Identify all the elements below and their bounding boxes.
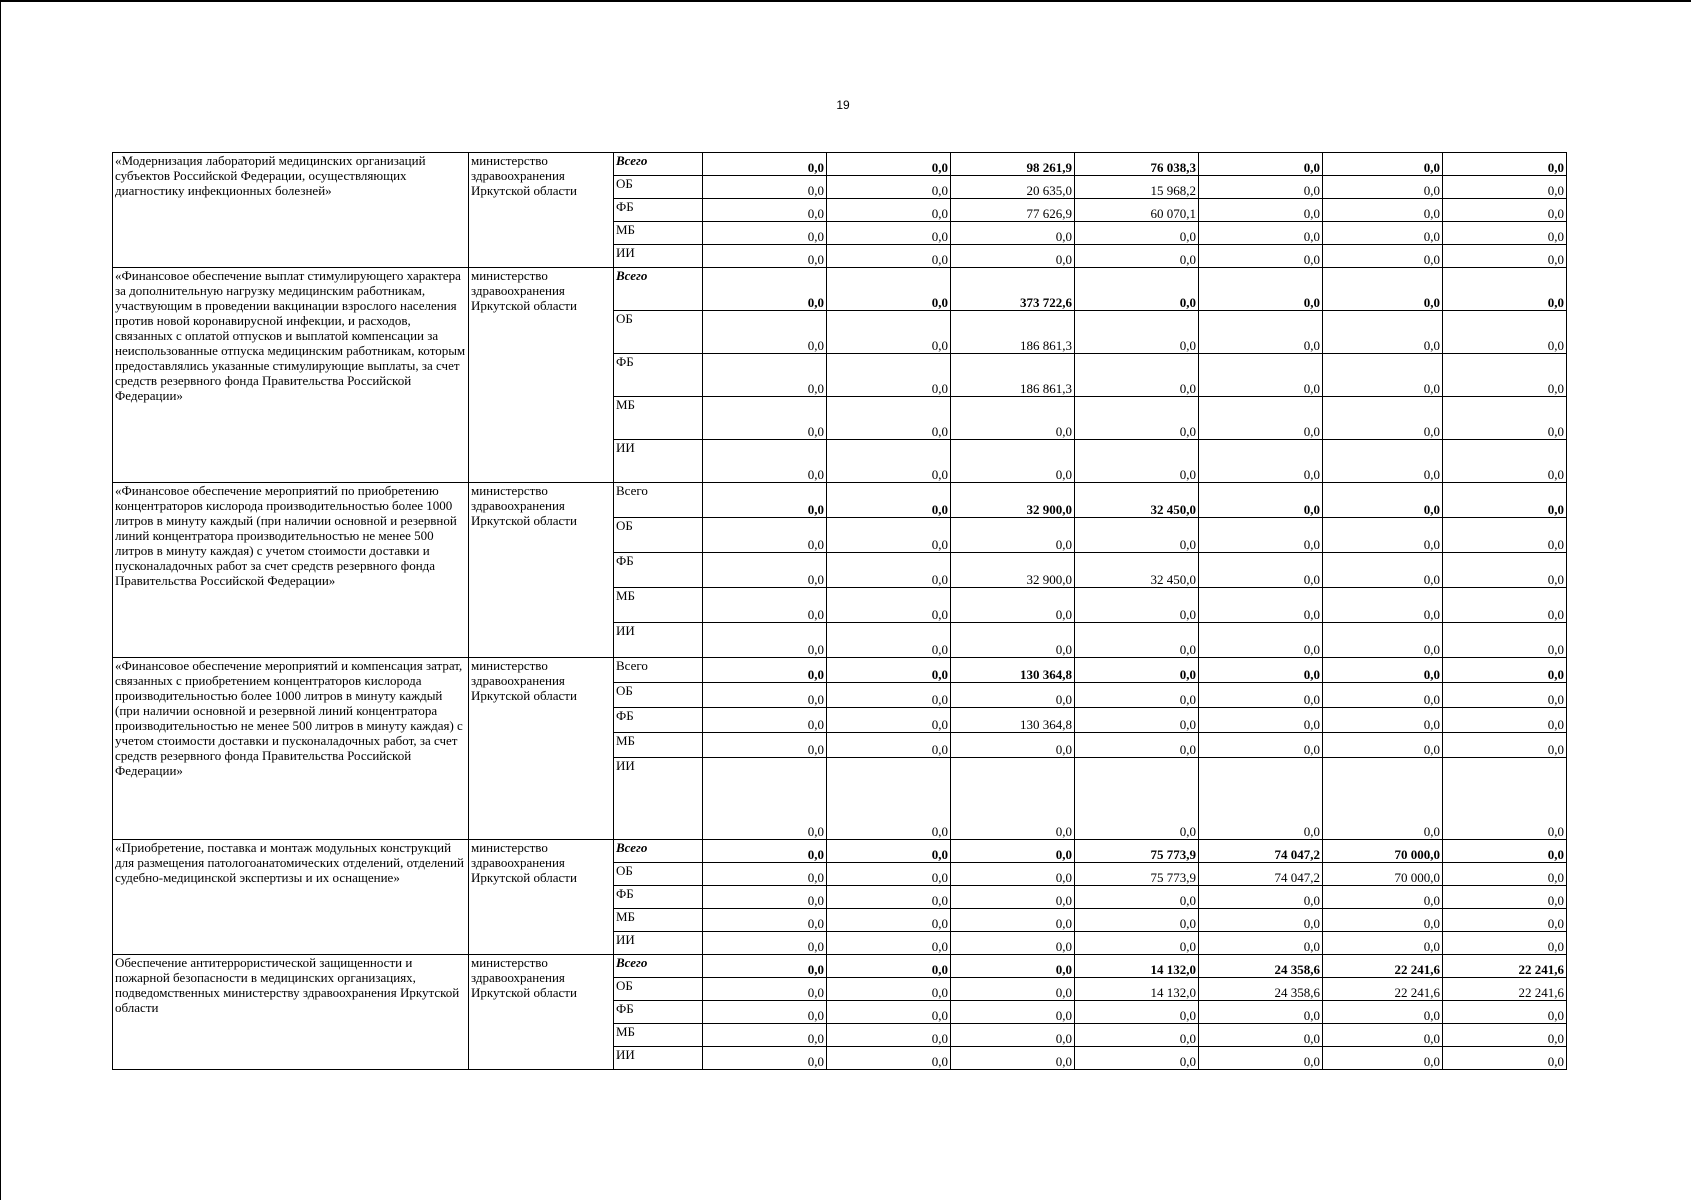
amount-cell: 0,0	[1443, 176, 1567, 199]
table-row	[113, 153, 1567, 176]
activity-title: «Приобретение, поставка и монтаж модульных конструкций для размещения патологоанатомических отделений, отделений судебно-медицинской экспертизы и их оснащение»	[113, 840, 469, 955]
amount-cell: 0,0	[827, 1024, 951, 1047]
amount-cell: 0,0	[827, 733, 951, 758]
amount-cell: 15 968,2	[1075, 176, 1199, 199]
amount-cell: 0,0	[1323, 354, 1443, 397]
amount-cell: 0,0	[703, 268, 827, 311]
amount-cell: 0,0	[827, 588, 951, 623]
funding-source: ФБ	[614, 1001, 703, 1024]
amount-cell: 0,0	[951, 932, 1075, 955]
amount-cell: 0,0	[703, 840, 827, 863]
table-row	[113, 840, 1567, 863]
amount-cell: 0,0	[1323, 932, 1443, 955]
amount-cell: 0,0	[951, 623, 1075, 658]
amount-cell: 0,0	[1443, 909, 1567, 932]
funding-source: МБ	[614, 1024, 703, 1047]
amount-cell: 24 358,6	[1199, 955, 1323, 978]
amount-cell: 0,0	[1199, 222, 1323, 245]
amount-cell: 0,0	[827, 176, 951, 199]
amount-cell: 0,0	[1075, 733, 1199, 758]
amount-cell: 0,0	[951, 1047, 1075, 1070]
amount-cell: 0,0	[951, 1024, 1075, 1047]
amount-cell: 0,0	[1443, 886, 1567, 909]
funding-source: МБ	[614, 909, 703, 932]
amount-cell: 0,0	[1199, 1001, 1323, 1024]
activity-title: «Финансовое обеспечение мероприятий по приобретению концентраторов кислорода производительностью более 1000 литров в минуту каждый (при наличии основной и резервной линий концентратора производительностью не менее 500 литров в минуту каждая) с учетом стоимости доставки и пусконаладочных работ за счет средств резервного фонда Правительства Российской Федерации»	[113, 483, 469, 658]
amount-cell: 0,0	[1075, 222, 1199, 245]
amount-cell: 0,0	[1075, 245, 1199, 268]
amount-cell: 0,0	[1323, 397, 1443, 440]
amount-cell: 0,0	[1323, 909, 1443, 932]
table-row	[113, 268, 1567, 311]
amount-cell: 32 900,0	[951, 553, 1075, 588]
amount-cell: 0,0	[1075, 518, 1199, 553]
amount-cell: 0,0	[827, 153, 951, 176]
amount-cell: 0,0	[951, 863, 1075, 886]
amount-cell: 0,0	[1199, 588, 1323, 623]
amount-cell: 0,0	[1443, 623, 1567, 658]
amount-cell: 0,0	[703, 153, 827, 176]
amount-cell: 0,0	[1075, 588, 1199, 623]
amount-cell: 0,0	[951, 909, 1075, 932]
amount-cell: 0,0	[951, 245, 1075, 268]
amount-cell: 0,0	[1443, 1047, 1567, 1070]
amount-cell: 0,0	[1443, 840, 1567, 863]
amount-cell: 0,0	[1199, 268, 1323, 311]
amount-cell: 0,0	[827, 978, 951, 1001]
amount-cell: 0,0	[951, 440, 1075, 483]
amount-cell: 74 047,2	[1199, 840, 1323, 863]
amount-cell: 0,0	[1199, 886, 1323, 909]
funding-source: ИИ	[614, 440, 703, 483]
amount-cell: 0,0	[827, 268, 951, 311]
amount-cell: 0,0	[951, 518, 1075, 553]
amount-cell: 0,0	[951, 588, 1075, 623]
funding-source: ФБ	[614, 886, 703, 909]
amount-cell: 0,0	[703, 588, 827, 623]
amount-cell: 0,0	[1323, 222, 1443, 245]
amount-cell: 0,0	[1075, 932, 1199, 955]
funding-source: МБ	[614, 733, 703, 758]
amount-cell: 0,0	[1075, 1047, 1199, 1070]
amount-cell: 0,0	[1323, 199, 1443, 222]
amount-cell: 70 000,0	[1323, 863, 1443, 886]
amount-cell: 0,0	[1075, 758, 1199, 840]
funding-source: ИИ	[614, 758, 703, 840]
amount-cell: 0,0	[1199, 397, 1323, 440]
amount-cell: 0,0	[1075, 886, 1199, 909]
amount-cell: 0,0	[1199, 553, 1323, 588]
amount-cell: 0,0	[827, 683, 951, 708]
amount-cell: 0,0	[827, 518, 951, 553]
amount-cell: 0,0	[1443, 354, 1567, 397]
amount-cell: 0,0	[827, 840, 951, 863]
amount-cell: 186 861,3	[951, 354, 1075, 397]
amount-cell: 0,0	[703, 1001, 827, 1024]
amount-cell: 0,0	[827, 553, 951, 588]
amount-cell: 0,0	[1443, 199, 1567, 222]
amount-cell: 0,0	[1323, 1047, 1443, 1070]
amount-cell: 0,0	[1443, 311, 1567, 354]
funding-source: ИИ	[614, 623, 703, 658]
amount-cell: 75 773,9	[1075, 840, 1199, 863]
amount-cell: 0,0	[703, 397, 827, 440]
amount-cell: 32 900,0	[951, 483, 1075, 518]
activity-title: «Модернизация лабораторий медицинских организаций субъектов Российской Федерации, осуществляющих диагностику инфекционных болезней»	[113, 153, 469, 268]
amount-cell: 0,0	[703, 245, 827, 268]
budget-table	[112, 152, 1567, 1070]
amount-cell: 0,0	[1323, 623, 1443, 658]
funding-source: ФБ	[614, 708, 703, 733]
funding-source: Всего	[614, 658, 703, 683]
amount-cell: 0,0	[1323, 758, 1443, 840]
amount-cell: 0,0	[703, 733, 827, 758]
responsible-executor: министерство здравоохранения Иркутской области	[469, 840, 614, 955]
amount-cell: 0,0	[1323, 658, 1443, 683]
amount-cell: 0,0	[1323, 1024, 1443, 1047]
amount-cell: 0,0	[1323, 708, 1443, 733]
table-row	[113, 483, 1567, 518]
amount-cell: 0,0	[827, 440, 951, 483]
amount-cell: 70 000,0	[1323, 840, 1443, 863]
funding-source: Всего	[614, 268, 703, 311]
amount-cell: 0,0	[1075, 623, 1199, 658]
amount-cell: 0,0	[1323, 553, 1443, 588]
amount-cell: 0,0	[1443, 863, 1567, 886]
amount-cell: 0,0	[703, 483, 827, 518]
amount-cell: 0,0	[827, 863, 951, 886]
amount-cell: 0,0	[1199, 518, 1323, 553]
amount-cell: 0,0	[703, 518, 827, 553]
amount-cell: 0,0	[1443, 708, 1567, 733]
amount-cell: 0,0	[827, 758, 951, 840]
amount-cell: 0,0	[703, 758, 827, 840]
amount-cell: 0,0	[951, 683, 1075, 708]
amount-cell: 0,0	[951, 886, 1075, 909]
amount-cell: 0,0	[951, 733, 1075, 758]
amount-cell: 32 450,0	[1075, 483, 1199, 518]
funding-source: Всего	[614, 840, 703, 863]
funding-source: ИИ	[614, 245, 703, 268]
amount-cell: 0,0	[1075, 268, 1199, 311]
amount-cell: 0,0	[1443, 932, 1567, 955]
activity-title: «Финансовое обеспечение выплат стимулирующего характера за дополнительную нагрузку медицинским работникам, участвующим в проведении вакцинации взрослого населения против новой коронавирусной инфекции, и расходов, связанных с оплатой отпусков и выплатой компенсации за неиспользованные отпуска медицинским работникам, которым предоставлялись указанные стимулирующие выплаты, за счет средств резервного фонда Правительства Российской Федерации»	[113, 268, 469, 483]
amount-cell: 0,0	[703, 955, 827, 978]
amount-cell: 0,0	[951, 955, 1075, 978]
amount-cell: 0,0	[1443, 588, 1567, 623]
amount-cell: 0,0	[1443, 553, 1567, 588]
amount-cell: 0,0	[703, 1047, 827, 1070]
amount-cell: 0,0	[1443, 153, 1567, 176]
amount-cell: 0,0	[703, 440, 827, 483]
funding-source: Всего	[614, 153, 703, 176]
amount-cell: 14 132,0	[1075, 955, 1199, 978]
amount-cell: 74 047,2	[1199, 863, 1323, 886]
amount-cell: 0,0	[1199, 683, 1323, 708]
amount-cell: 0,0	[1075, 909, 1199, 932]
amount-cell: 0,0	[703, 886, 827, 909]
amount-cell: 0,0	[1075, 354, 1199, 397]
amount-cell: 130 364,8	[951, 658, 1075, 683]
amount-cell: 0,0	[827, 886, 951, 909]
amount-cell: 0,0	[1443, 222, 1567, 245]
amount-cell: 0,0	[1075, 683, 1199, 708]
funding-source: ФБ	[614, 354, 703, 397]
amount-cell: 0,0	[1443, 397, 1567, 440]
amount-cell: 0,0	[1075, 708, 1199, 733]
amount-cell: 0,0	[1075, 1001, 1199, 1024]
amount-cell: 373 722,6	[951, 268, 1075, 311]
amount-cell: 32 450,0	[1075, 553, 1199, 588]
amount-cell: 0,0	[1323, 518, 1443, 553]
amount-cell: 0,0	[1199, 245, 1323, 268]
amount-cell: 0,0	[951, 222, 1075, 245]
amount-cell: 0,0	[1323, 886, 1443, 909]
amount-cell: 0,0	[703, 1024, 827, 1047]
amount-cell: 0,0	[827, 1001, 951, 1024]
amount-cell: 0,0	[827, 909, 951, 932]
amount-cell: 0,0	[1443, 518, 1567, 553]
amount-cell: 0,0	[827, 1047, 951, 1070]
funding-source: ОБ	[614, 683, 703, 708]
amount-cell: 0,0	[1323, 1001, 1443, 1024]
amount-cell: 0,0	[827, 222, 951, 245]
funding-source: ОБ	[614, 176, 703, 199]
amount-cell: 0,0	[1199, 153, 1323, 176]
amount-cell: 0,0	[1323, 268, 1443, 311]
responsible-executor: министерство здравоохранения Иркутской области	[469, 268, 614, 483]
amount-cell: 0,0	[1443, 758, 1567, 840]
amount-cell: 0,0	[703, 311, 827, 354]
responsible-executor: министерство здравоохранения Иркутской области	[469, 153, 614, 268]
amount-cell: 0,0	[1443, 733, 1567, 758]
amount-cell: 0,0	[827, 245, 951, 268]
responsible-executor: министерство здравоохранения Иркутской области	[469, 483, 614, 658]
amount-cell: 0,0	[1199, 440, 1323, 483]
page-number: 19	[836, 98, 850, 112]
amount-cell: 0,0	[827, 658, 951, 683]
amount-cell: 0,0	[1443, 1001, 1567, 1024]
amount-cell: 0,0	[1199, 1024, 1323, 1047]
amount-cell: 76 038,3	[1075, 153, 1199, 176]
amount-cell: 0,0	[951, 840, 1075, 863]
amount-cell: 0,0	[1199, 311, 1323, 354]
amount-cell: 0,0	[1199, 932, 1323, 955]
amount-cell: 0,0	[827, 932, 951, 955]
responsible-executor: министерство здравоохранения Иркутской области	[469, 658, 614, 840]
amount-cell: 0,0	[1323, 440, 1443, 483]
amount-cell: 0,0	[703, 623, 827, 658]
amount-cell: 0,0	[1443, 440, 1567, 483]
funding-source: МБ	[614, 397, 703, 440]
amount-cell: 0,0	[1443, 658, 1567, 683]
amount-cell: 186 861,3	[951, 311, 1075, 354]
amount-cell: 130 364,8	[951, 708, 1075, 733]
responsible-executor: министерство здравоохранения Иркутской области	[469, 955, 614, 1070]
amount-cell: 60 070,1	[1075, 199, 1199, 222]
amount-cell: 0,0	[703, 683, 827, 708]
amount-cell: 0,0	[827, 708, 951, 733]
amount-cell: 0,0	[1075, 658, 1199, 683]
amount-cell: 0,0	[827, 311, 951, 354]
amount-cell: 0,0	[951, 1001, 1075, 1024]
amount-cell: 0,0	[1443, 268, 1567, 311]
funding-source: ИИ	[614, 932, 703, 955]
amount-cell: 0,0	[1323, 733, 1443, 758]
amount-cell: 0,0	[1323, 245, 1443, 268]
amount-cell: 0,0	[1075, 440, 1199, 483]
amount-cell: 0,0	[703, 222, 827, 245]
amount-cell: 0,0	[951, 978, 1075, 1001]
amount-cell: 0,0	[703, 708, 827, 733]
amount-cell: 0,0	[1323, 588, 1443, 623]
amount-cell: 98 261,9	[951, 153, 1075, 176]
amount-cell: 22 241,6	[1323, 955, 1443, 978]
amount-cell: 0,0	[1199, 623, 1323, 658]
amount-cell: 0,0	[827, 483, 951, 518]
amount-cell: 0,0	[1323, 683, 1443, 708]
amount-cell: 0,0	[1075, 1024, 1199, 1047]
amount-cell: 0,0	[703, 909, 827, 932]
amount-cell: 0,0	[951, 758, 1075, 840]
amount-cell: 0,0	[703, 199, 827, 222]
amount-cell: 0,0	[1199, 199, 1323, 222]
funding-source: МБ	[614, 222, 703, 245]
amount-cell: 0,0	[827, 955, 951, 978]
amount-cell: 22 241,6	[1323, 978, 1443, 1001]
amount-cell: 0,0	[827, 397, 951, 440]
amount-cell: 14 132,0	[1075, 978, 1199, 1001]
amount-cell: 0,0	[1199, 733, 1323, 758]
amount-cell: 0,0	[703, 553, 827, 588]
funding-source: ОБ	[614, 311, 703, 354]
amount-cell: 0,0	[1075, 311, 1199, 354]
amount-cell: 0,0	[1075, 397, 1199, 440]
amount-cell: 0,0	[827, 199, 951, 222]
amount-cell: 0,0	[1323, 311, 1443, 354]
activity-title: «Финансовое обеспечение мероприятий и компенсация затрат, связанных с приобретением концентраторов кислорода производительностью более 1000 литров в минуту каждый (при наличии основной и резервной линий концентратора производительностью не менее 500 литров в минуту каждая) с учетом стоимости доставки и пусконаладочных работ, за счет средств резервного фонда Правительства Российской Федерации»	[113, 658, 469, 840]
funding-source: Всего	[614, 483, 703, 518]
amount-cell: 0,0	[827, 354, 951, 397]
funding-source: ОБ	[614, 518, 703, 553]
amount-cell: 0,0	[1199, 758, 1323, 840]
amount-cell: 0,0	[703, 176, 827, 199]
amount-cell: 22 241,6	[1443, 955, 1567, 978]
funding-source: ФБ	[614, 553, 703, 588]
funding-source: МБ	[614, 588, 703, 623]
amount-cell: 75 773,9	[1075, 863, 1199, 886]
activity-title: Обеспечение антитеррористической защищенности и пожарной безопасности в медицинских организациях, подведомственных министерству здравоохранения Иркутской области	[113, 955, 469, 1070]
amount-cell: 0,0	[1199, 1047, 1323, 1070]
amount-cell: 0,0	[1199, 354, 1323, 397]
amount-cell: 24 358,6	[1199, 978, 1323, 1001]
amount-cell: 0,0	[703, 863, 827, 886]
funding-source: Всего	[614, 955, 703, 978]
amount-cell: 0,0	[1443, 245, 1567, 268]
amount-cell: 22 241,6	[1443, 978, 1567, 1001]
amount-cell: 0,0	[1323, 176, 1443, 199]
amount-cell: 0,0	[1323, 153, 1443, 176]
amount-cell: 0,0	[1199, 176, 1323, 199]
amount-cell: 0,0	[1199, 658, 1323, 683]
amount-cell: 0,0	[1323, 483, 1443, 518]
amount-cell: 77 626,9	[951, 199, 1075, 222]
amount-cell: 0,0	[703, 932, 827, 955]
amount-cell: 0,0	[1443, 683, 1567, 708]
amount-cell: 0,0	[1443, 483, 1567, 518]
amount-cell: 0,0	[951, 397, 1075, 440]
amount-cell: 0,0	[827, 623, 951, 658]
funding-source: ИИ	[614, 1047, 703, 1070]
amount-cell: 0,0	[1199, 483, 1323, 518]
table-body	[113, 153, 1567, 1070]
amount-cell: 0,0	[1199, 708, 1323, 733]
funding-source: ФБ	[614, 199, 703, 222]
funding-source: ОБ	[614, 978, 703, 1001]
amount-cell: 0,0	[703, 978, 827, 1001]
amount-cell: 0,0	[703, 354, 827, 397]
amount-cell: 20 635,0	[951, 176, 1075, 199]
funding-source: ОБ	[614, 863, 703, 886]
table-row	[113, 658, 1567, 683]
table-row	[113, 955, 1567, 978]
amount-cell: 0,0	[703, 658, 827, 683]
amount-cell: 0,0	[1199, 909, 1323, 932]
amount-cell: 0,0	[1443, 1024, 1567, 1047]
